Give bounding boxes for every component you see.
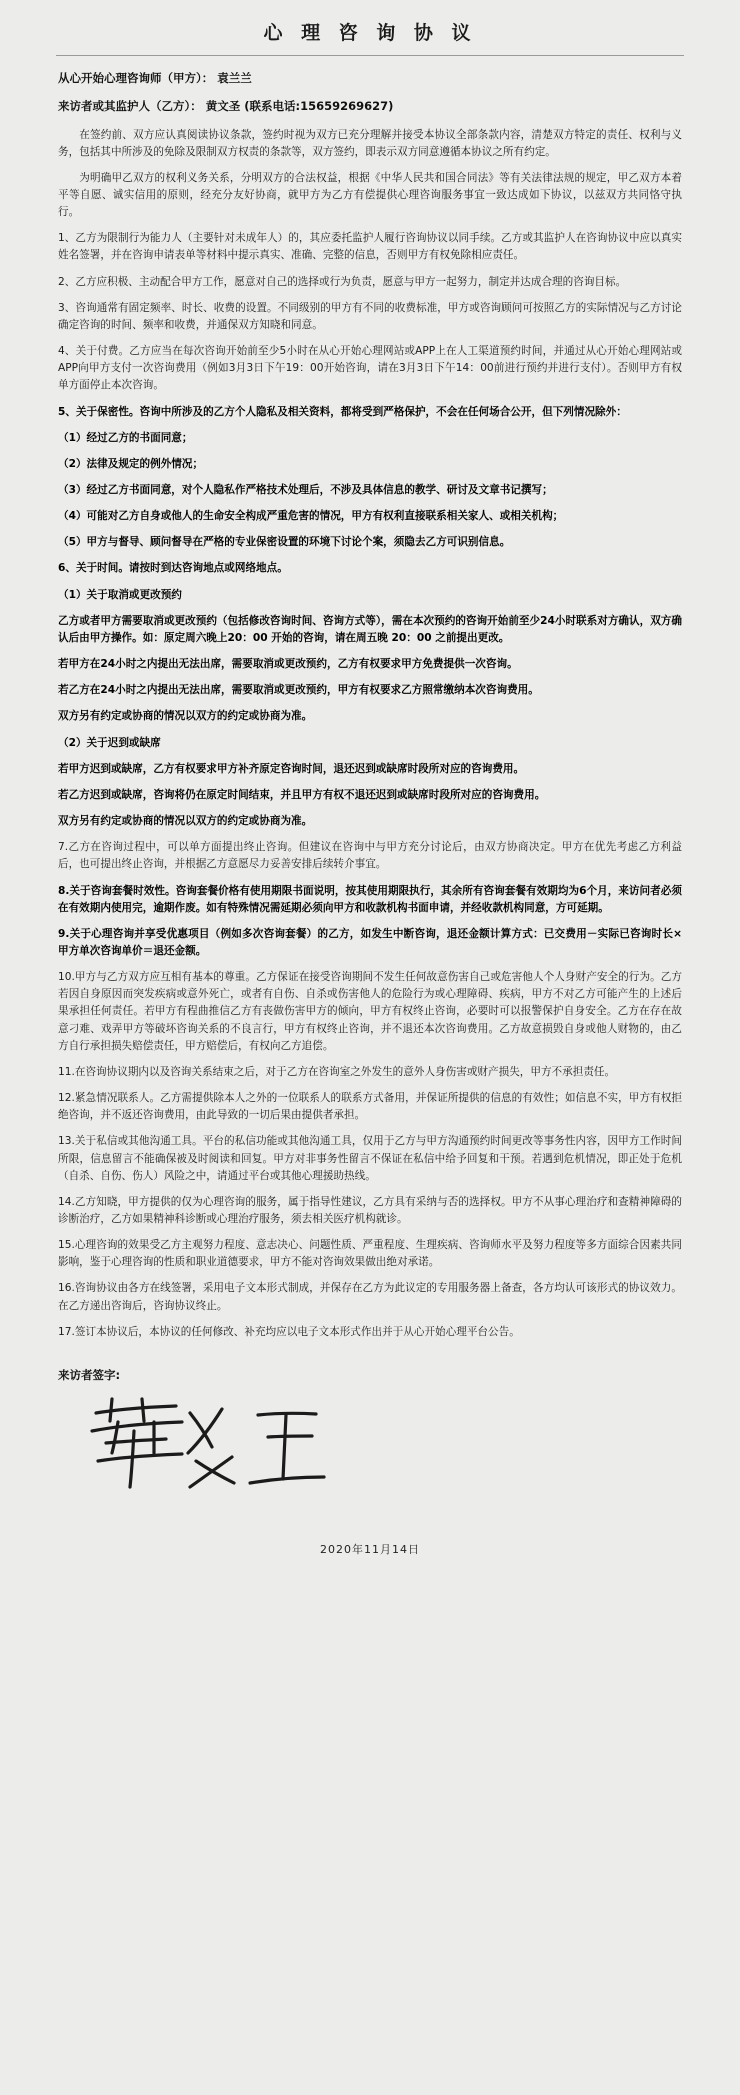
- clause-p-5-5: （5）甲方与督导、顾问督导在严格的专业保密设置的环境下讨论个案，须隐去乙方可识别信息。: [58, 536, 511, 549]
- clause-p-9: 9.关于心理咨询并享受优惠项目（例如多次咨询套餐）的乙方，如发生中断咨询，退还金额计算方式：已交费用－实际已咨询时长×甲方单次咨询单价＝退还金额。: [58, 927, 682, 957]
- clause-p-6-1-c: 若乙方在24小时之内提出无法出席，需要取消或更改预约，甲方有权要求乙方照常缴纳本次咨询费用。: [58, 684, 539, 697]
- clause-p-13: 13.关于私信或其他沟通工具。平台的私信功能或其他沟通工具，仅用于乙方与甲方沟通预约时间更改等事务性内容，因甲方工作时间所限，信息留言不能确保被及时阅读和回复。甲方对非事务性留言不保证在私信中给予回复和干预。若遇到危机情况，即正处于危机（自杀、自伤、伤人）风险之中，请通过平台或其他心理援助热线。: [58, 1135, 682, 1182]
- clause-p-6-2-b: 若乙方迟到或缺席，咨询将仍在原定时间结束，并且甲方有权不退还迟到或缺席时段所对应的咨询费用。: [58, 788, 546, 801]
- clause-list: [58, 127, 682, 1341]
- clause-p-7: 7.乙方在咨询过程中，可以单方面提出终止咨询。但建议在咨询中与甲方充分讨论后，由双方协商决定。甲方在优先考虑乙方利益后，也可提出终止咨询，并根据乙方意愿尽力妥善安排后续转介事宜。: [58, 841, 682, 871]
- clause-p-15: 15.心理咨询的效果受乙方主观努力程度、意志决心、问题性质、严重程度、生理疾病、咨询师水平及努力程度等多方面综合因素共同影响，鉴于心理咨询的性质和职业道德要求，甲方不能对咨询效果做出绝对承诺。: [58, 1239, 682, 1269]
- clause-p-6: 6、关于时间。请按时到达咨询地点或网络地点。: [58, 562, 288, 575]
- clause-p-3: 3、咨询通常有固定频率、时长、收费的设置。不同级别的甲方有不同的收费标准，甲方或咨询顾问可按照乙方的实际情况与乙方讨论确定咨询的时间、频率和收费，并通保双方知晓和同意。: [58, 301, 682, 331]
- clause-p-6-2-a: 若甲方迟到或缺席，乙方有权要求甲方补齐原定咨询时间，退还迟到或缺席时段所对应的咨询费用。: [58, 762, 525, 775]
- client-line: 来访者或其监护人（乙方）： 黄文圣 (联系电话:15659269627): [58, 99, 394, 114]
- clause-p-6-1-b: 若甲方在24小时之内提出无法出席，需要取消或更改预约，乙方有权要求甲方免费提供一次咨询。: [58, 658, 518, 671]
- clause-p-2: 2、乙方应积极、主动配合甲方工作，愿意对自己的选择或行为负责，愿意与甲方一起努力，制定并达成合理的咨询目标。: [58, 275, 627, 288]
- handwritten-signature: [72, 1391, 332, 1501]
- signing-date: 2020年11月14日: [320, 1542, 420, 1556]
- clause-p-5-3: （3）经过乙方书面同意，对个人隐私作严格技术处理后，不涉及具体信息的教学、研讨及文章书记撰写；: [58, 484, 553, 496]
- clause-p-14: 14.乙方知晓，甲方提供的仅为心理咨询的服务，属于指导性建议，乙方具有采纳与否的选择权。甲方不从事心理治疗和查精神障碍的诊断治疗，乙方如果精神科诊断或心理治疗服务，须去相关医疗机构就诊。: [58, 1195, 682, 1225]
- clause-p-12: 12.紧急情况联系人。乙方需提供除本人之外的一位联系人的联系方式备用，并保证所提供的信息的有效性；如信息不实，甲方有权拒绝咨询，并不返还咨询费用，由此导致的一切后果由提供者承担。: [58, 1092, 682, 1122]
- clause-p-16: 16.咨询协议由各方在线签署，采用电子文本形式制成，并保存在乙方为此议定的专用服务器上备查，各方均认可该形式的协议效力。在乙方递出咨询后，咨询协议终止。: [58, 1282, 682, 1312]
- clause-p-10: 10.甲方与乙方双方应互相有基本的尊重。乙方保证在接受咨询期间不发生任何故意伤害自己或危害他人个人身财产安全的行为。乙方若因自身原因而突发疾病或意外死亡，或者有自伤、自杀或伤害他人的危险行为或心理障碍、疾病，甲方不对乙方可能产生的上述后果承担任何责任。若甲方有程曲推信乙方有丧做伤害甲方的倾向，甲方有权终止咨询，必要时可以报警保护自身安全。乙方在存在故意刁难、戏弄甲方等破坏咨询关系的不良言行，甲方有权终止咨询，并不退还本次咨询费用。乙方故意损毁自身或他人财物的，由乙方自行承担损失赔偿责任，甲方赔偿后，有权向乙方追偿。: [58, 971, 682, 1052]
- clause-p-5: 5、关于保密性。咨询中所涉及的乙方个人隐私及相关资料，都将受到严格保护，不会在任何场合公开，但下列情况除外：: [58, 405, 627, 418]
- clause-p-5-1: （1）经过乙方的书面同意；: [58, 431, 193, 444]
- counselor-line: 从心开始心理咨询师（甲方）： 袁兰兰: [58, 71, 252, 85]
- clause-p-preamble-1: 在签约前、双方应认真阅读协议条款，签约时视为双方已充分理解并接受本协议全部条款内容，清楚双方特定的责任、权利与义务，包括其中所涉及的免除及限制双方权责的条款等，双方签约，即表示双方同意遵循本协议之所有约定。: [58, 128, 682, 158]
- clause-p-6-2: （2）关于迟到或缺席: [58, 736, 161, 749]
- clause-p-8: 8.关于咨询套餐时效性。咨询套餐价格有使用期限书面说明，按其使用期限执行，其余所有咨询套餐有效期均为6个月，来访问者必须在有效期内使用完，逾期作废。如有特殊情况需延期必须向甲方和收款机构书面申请，并经收款机构同意，方可延期。: [58, 884, 682, 914]
- signature-area: [58, 1387, 682, 1507]
- document-body: [0, 70, 740, 1557]
- clause-p-4: 4、关于付费。乙方应当在每次咨询开始前至少5小时在从心开始心理网站或APP上在人工渠道预约时间，并通过从心开始心理网站或APP向甲方支付一次咨询费用（例如3月3日下午19：00开始咨询，请在3月3日下午14：00前进行预约并进行支付）。否则甲方有权单方面停止本次咨询。: [58, 345, 682, 392]
- page-title: 心 理 咨 询 协 议: [263, 22, 477, 44]
- clause-p-6-1-d: 双方另有约定或协商的情况以双方的约定或协商为准。: [58, 710, 313, 723]
- clause-p-5-2: （2）法律及规定的例外情况；: [58, 457, 204, 470]
- clause-p-11: 11.在咨询协议期内以及咨询关系结束之后，对于乙方在咨询室之外发生的意外人身伤害或财产损失，甲方不承担责任。: [58, 1065, 616, 1078]
- signature-label: 来访者签字:: [58, 1367, 121, 1382]
- clause-p-5-4: （4）可能对乙方自身或他人的生命安全构成严重危害的情况，甲方有权利直接联系相关家人、或相关机构；: [58, 510, 564, 523]
- clause-p-6-2-c: 双方另有约定或协商的情况以双方的约定或协商为准。: [58, 815, 313, 828]
- clause-p-1: 1、乙方为限制行为能力人（主要针对未成年人）的，其应委托监护人履行咨询协议以同手续。乙方或其监护人在咨询协议中应以真实姓名签署，并在咨询申请表单等材料中提示真实、准确、完整的信息，否则甲方有权免除相应责任。: [58, 232, 682, 262]
- title-divider: [56, 55, 684, 56]
- clause-p-6-1-a: 乙方或者甲方需要取消或更改预约（包括修改咨询时间、咨询方式等），需在本次预约的咨询开始前至少24小时联系对方确认，双方确认后由甲方操作。如：原定周六晚上20：00 开始的咨询，请在周五晚 20：00 之前提出更改。: [58, 614, 682, 644]
- clause-p-preamble-2: 为明确甲乙双方的权利义务关系，分明双方的合法权益，根据《中华人民共和国合同法》等有关法律法规的规定，甲乙双方本着平等自愿、诚实信用的原则，经充分友好协商，就甲方为乙方有偿提供心理咨询服务事宜一致达成如下协议，以兹双方共同恪守执行。: [58, 171, 682, 219]
- clause-p-6-1: （1）关于取消或更改预约: [58, 588, 182, 601]
- clause-p-17: 17.签订本协议后，本协议的任何修改、补充均应以电子文本形式作出并于从心开始心理平台公告。: [58, 1325, 520, 1338]
